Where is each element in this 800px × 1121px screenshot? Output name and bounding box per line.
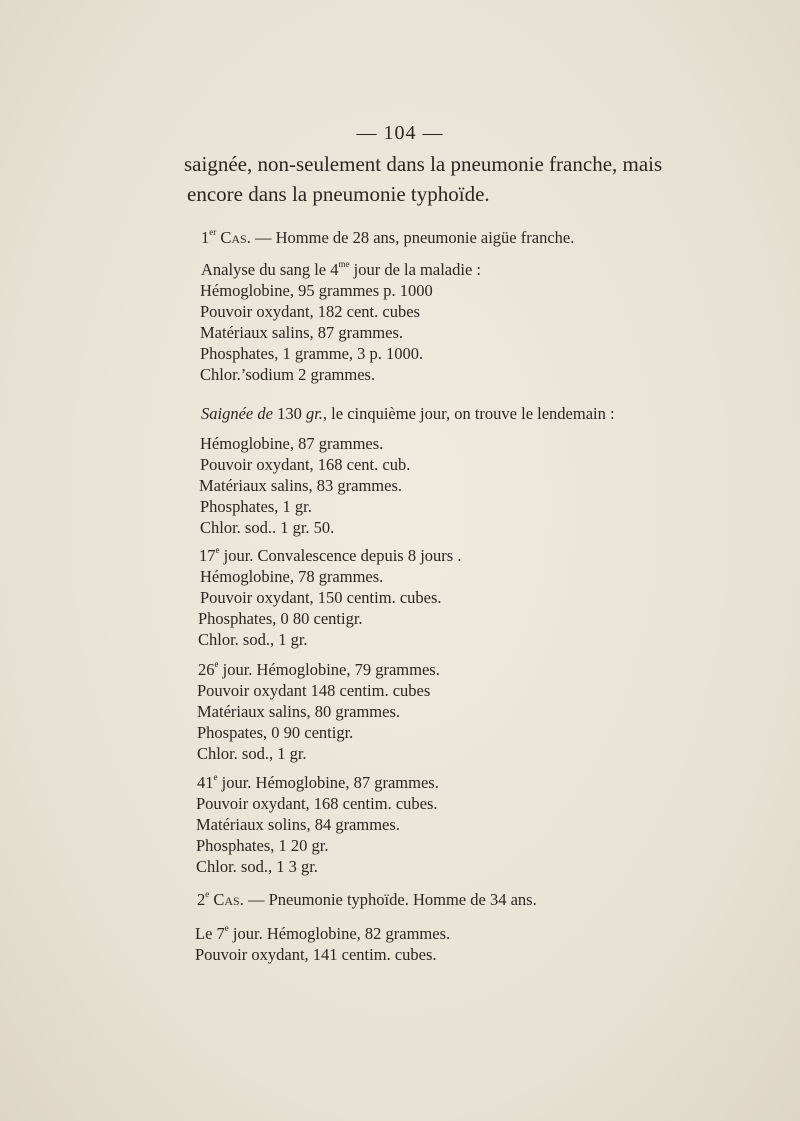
day17-line: Pouvoir oxydant, 150 centim. cubes. (200, 588, 442, 607)
saignee-italic: Saignée de (201, 404, 273, 423)
case2-day7-prefix: Le 7 (195, 924, 225, 943)
day26-line: Chlor. sod., 1 gr. (197, 744, 307, 763)
case1-initial-line: Phosphates, 1 gramme, 3 p. 1000. (200, 344, 424, 363)
day17-text: jour. Convalescence depuis 8 jours . (219, 546, 462, 565)
day17-line: Hémoglobine, 78 grammes. (200, 567, 384, 586)
case1-label: Cas. (220, 228, 251, 247)
day17-number: 17 (199, 546, 216, 565)
day17-sup: e (215, 544, 220, 555)
day26-heading (198, 660, 440, 680)
day26-text: jour. Hémoglobine, 79 grammes. (218, 660, 440, 679)
case1-post-line: Pouvoir oxydant, 168 cent. cub. (200, 455, 411, 474)
case1-description: — Homme de 28 ans, pneumonie aigüe franche. (250, 228, 575, 247)
case1-post-line: Chlor. sod.. 1 gr. 50. (200, 518, 335, 537)
saignee-amount: 130 (272, 404, 306, 423)
day26-sup: e (214, 658, 219, 669)
day41-line: Phosphates, 1 20 gr. (196, 836, 329, 855)
case1-initial-line: Hémoglobine, 95 grammes p. 1000 (200, 281, 433, 300)
case2-day7-sup: e (224, 922, 229, 933)
case2-day7 (195, 924, 450, 944)
analyse-sup: me (338, 258, 350, 269)
case1-analyse (201, 260, 481, 280)
day41-number: 41 (197, 773, 214, 792)
case2-number-suffix: e (205, 888, 210, 899)
case2-description: — Pneumonie typhoïde. Homme de 34 ans. (243, 890, 537, 909)
day41-line: Chlor. sod., 1 3 gr. (196, 857, 318, 876)
day41-heading (197, 773, 439, 793)
analyse-suffix: jour de la maladie : (349, 260, 481, 279)
intro-line-1: saignée, non-seulement dans la pneumonie franche, mais (184, 152, 663, 176)
case1-number: 1 (201, 228, 210, 247)
day41-line: Pouvoir oxydant, 168 centim. cubes. (196, 794, 438, 813)
day17-line: Chlor. sod., 1 gr. (198, 630, 308, 649)
case1-post-line: Hémoglobine, 87 grammes. (200, 434, 384, 453)
saignee-unit: gr. (305, 404, 323, 423)
day26-line: Phospates, 0 90 centigr. (197, 723, 354, 742)
case1-post-line: Matériaux salins, 83 grammes. (199, 476, 402, 495)
day26-line: Matériaux salins, 80 grammes. (197, 702, 400, 721)
day41-text: jour. Hémoglobine, 87 grammes. (217, 773, 439, 792)
day41-line: Matériaux solins, 84 grammes. (196, 815, 400, 834)
day17-line: Phosphates, 0 80 centigr. (198, 609, 363, 628)
case1-heading (201, 228, 574, 248)
day41-sup: e (213, 771, 218, 782)
day26-number: 26 (198, 660, 215, 679)
case2-number: 2 (197, 890, 206, 909)
intro-line-2: encore dans la pneumonie typhoïde. (187, 182, 490, 206)
case1-initial-line: Matériaux salins, 87 grammes. (200, 323, 403, 342)
day26-line: Pouvoir oxydant 148 centim. cubes (197, 681, 431, 700)
case1-initial-line: Chlor.’sodium 2 grammes. (200, 365, 376, 384)
case1-number-suffix: er (209, 226, 217, 237)
case2-heading (197, 890, 537, 910)
case2-line: Pouvoir oxydant, 141 centim. cubes. (195, 945, 437, 964)
day17-heading (199, 546, 461, 566)
case2-label: Cas. (213, 890, 244, 909)
case2-day7-text: jour. Hémoglobine, 82 grammes. (228, 924, 451, 943)
case1-saignee (201, 404, 615, 424)
saignee-rest: , le cinquième jour, on trouve le lendemain : (322, 404, 615, 423)
case1-initial-line: Pouvoir oxydant, 182 cent. cubes (200, 302, 420, 321)
analyse-prefix: Analyse du sang le 4 (201, 260, 339, 279)
case1-post-line: Phosphates, 1 gr. (200, 497, 312, 516)
page-number: — 104 — (356, 122, 444, 144)
